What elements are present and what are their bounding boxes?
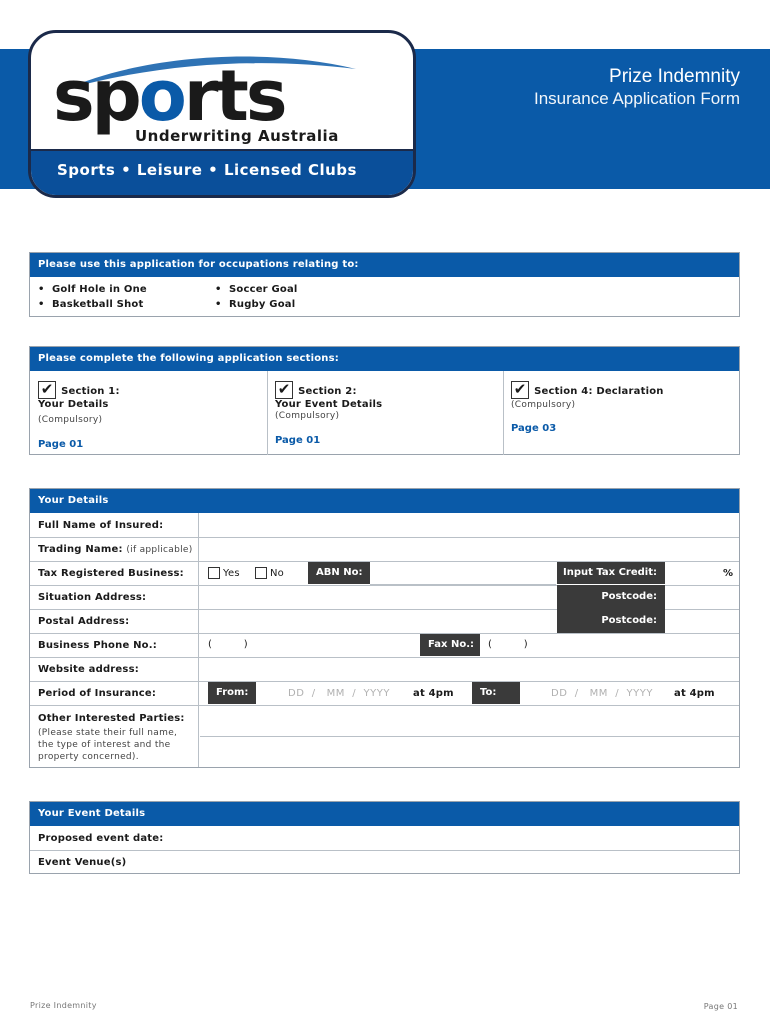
sports-underwriting-logo bbox=[28, 30, 416, 198]
tax-no-option[interactable]: No bbox=[255, 567, 284, 579]
logo-strip bbox=[31, 149, 413, 195]
other-parties-row bbox=[30, 705, 739, 767]
abn-label: ABN No: bbox=[308, 562, 370, 584]
business-phone-field[interactable]: ( ) bbox=[208, 639, 248, 650]
from-label: From: bbox=[208, 682, 256, 704]
postal-address-row bbox=[30, 609, 739, 634]
form-subtitle: Insurance Application Form bbox=[534, 89, 740, 108]
checkmark-icon: ✔ bbox=[275, 381, 293, 399]
sections-heading: Please complete the following application sections: bbox=[30, 347, 739, 371]
form-title: Prize Indemnity bbox=[609, 66, 740, 87]
abn-field[interactable] bbox=[370, 561, 556, 585]
your-details-box bbox=[29, 488, 740, 768]
checkmark-icon: ✔ bbox=[511, 381, 529, 399]
website-row bbox=[30, 657, 739, 682]
occupation-item: • Soccer Goal bbox=[215, 284, 298, 295]
checkbox-icon[interactable] bbox=[255, 567, 267, 579]
postal-postcode-field[interactable] bbox=[666, 609, 739, 633]
tax-registered-row bbox=[30, 561, 739, 586]
business-phone-row bbox=[30, 633, 739, 658]
occupation-item: • Golf Hole in One bbox=[38, 284, 147, 295]
period-label: Period of Insurance: bbox=[38, 688, 157, 699]
section-1-page: Page 01 bbox=[38, 439, 84, 450]
other-parties-label: Other Interested Parties: bbox=[38, 713, 185, 724]
trading-name-field[interactable] bbox=[200, 537, 739, 561]
section-2-page: Page 01 bbox=[275, 435, 321, 446]
situation-address-field[interactable] bbox=[200, 585, 556, 609]
from-date-field[interactable]: DD / MM / YYYY bbox=[288, 688, 390, 699]
postal-address-field[interactable] bbox=[200, 609, 556, 633]
section-1-item: ✔ Section 1: bbox=[38, 379, 120, 399]
period-row bbox=[30, 681, 739, 706]
section-4-note: (Compulsory) bbox=[511, 400, 576, 410]
percent-sign: % bbox=[723, 568, 734, 579]
event-details-heading: Your Event Details bbox=[30, 802, 739, 826]
full-name-label: Full Name of Insured: bbox=[38, 520, 164, 531]
trading-name-label: Trading Name: (if applicable) bbox=[38, 544, 193, 555]
trading-name-row bbox=[30, 537, 739, 562]
your-details-heading: Your Details bbox=[30, 489, 739, 513]
venue-row bbox=[30, 850, 739, 874]
website-field[interactable] bbox=[200, 657, 739, 681]
event-details-box bbox=[29, 801, 740, 874]
situation-postcode-label: Postcode: bbox=[557, 585, 665, 609]
situation-address-label: Situation Address: bbox=[38, 592, 147, 603]
full-name-field[interactable] bbox=[200, 513, 739, 537]
postal-address-label: Postal Address: bbox=[38, 616, 130, 627]
section-2-name: Your Event Details bbox=[275, 399, 383, 410]
to-time: at 4pm bbox=[674, 688, 715, 699]
section-1-note: (Compulsory) bbox=[38, 415, 103, 425]
venue-label: Event Venue(s) bbox=[38, 857, 127, 868]
venue-field[interactable] bbox=[200, 850, 739, 874]
sections-box bbox=[29, 346, 740, 455]
input-tax-credit-label: Input Tax Credit: bbox=[557, 562, 665, 584]
postal-postcode-label: Postcode: bbox=[557, 609, 665, 633]
section-4-item: ✔ Section 4: Declaration bbox=[511, 379, 664, 399]
section-1-name: Your Details bbox=[38, 399, 109, 410]
occupations-box bbox=[29, 252, 740, 317]
occupation-item: • Basketball Shot bbox=[38, 299, 144, 310]
tax-yes-option[interactable]: Yes bbox=[208, 567, 240, 579]
other-parties-note: (Please state their full name, the type of interest and the property concerned). bbox=[38, 728, 178, 762]
checkbox-icon[interactable] bbox=[208, 567, 220, 579]
situation-address-row bbox=[30, 585, 739, 610]
other-parties-field-line-1[interactable] bbox=[200, 705, 739, 737]
section-2-note: (Compulsory) bbox=[275, 411, 340, 421]
other-parties-field-line-2[interactable] bbox=[200, 737, 739, 767]
section-4-page: Page 03 bbox=[511, 423, 557, 434]
business-phone-label: Business Phone No.: bbox=[38, 640, 157, 651]
proposed-date-field[interactable] bbox=[200, 826, 739, 850]
logo-tagline: Underwriting Australia bbox=[135, 127, 339, 145]
section-2-item: ✔ Section 2: bbox=[275, 379, 357, 399]
occupation-item: • Rugby Goal bbox=[215, 299, 296, 310]
proposed-date-label: Proposed event date: bbox=[38, 833, 164, 844]
tax-registered-label: Tax Registered Business: bbox=[38, 568, 184, 579]
checkmark-icon: ✔ bbox=[38, 381, 56, 399]
fax-field[interactable]: ( ) bbox=[488, 639, 528, 650]
website-label: Website address: bbox=[38, 664, 139, 675]
proposed-date-row bbox=[30, 826, 739, 851]
to-label: To: bbox=[472, 682, 520, 704]
to-date-field[interactable]: DD / MM / YYYY bbox=[551, 688, 653, 699]
logo-strip-text: Sports • Leisure • Licensed Clubs bbox=[57, 161, 357, 179]
full-name-row bbox=[30, 513, 739, 538]
logo-wordmark: sports bbox=[53, 55, 285, 137]
situation-postcode-field[interactable] bbox=[666, 585, 739, 609]
occupations-heading: Please use this application for occupations relating to: bbox=[30, 253, 739, 277]
footer-title: Prize Indemnity bbox=[30, 1001, 97, 1010]
footer-page-number: Page 01 bbox=[703, 1002, 738, 1011]
input-tax-credit-field[interactable] bbox=[666, 561, 726, 585]
fax-label: Fax No.: bbox=[420, 634, 480, 656]
from-time: at 4pm bbox=[413, 688, 454, 699]
